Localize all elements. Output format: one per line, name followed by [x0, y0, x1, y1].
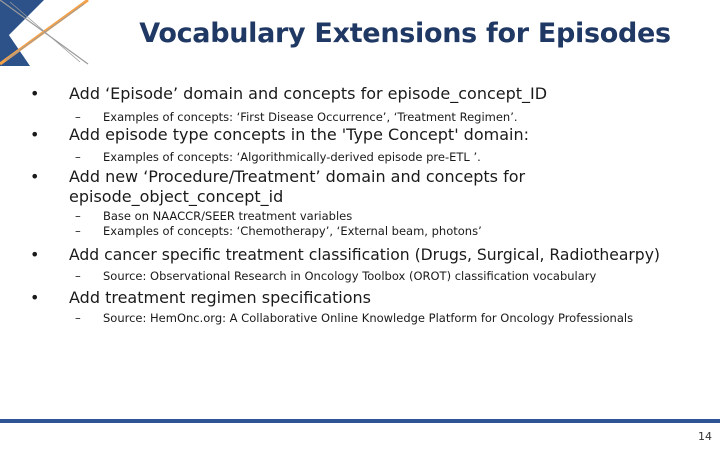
dash-glyph: –	[75, 209, 81, 223]
bullet-glyph: •	[30, 245, 40, 264]
dash-glyph: –	[75, 269, 81, 283]
dash-glyph: –	[75, 224, 81, 238]
bullet-text-line1: Add new ‘Procedure/Treatment’ domain and concepts for	[69, 167, 526, 186]
bullet-text: Add cancer specific treatment classification (Drugs, Surgical, Radiothearpy)	[69, 246, 661, 264]
sub-bullet-text: Examples of concepts: ‘First Disease Occurrence’, ‘Treatment Regimen’.	[103, 110, 518, 124]
bullet-text: Add episode type concepts in the 'Type Concept' domain:	[69, 125, 529, 144]
bullet-text: Add treatment regimen specifications	[69, 288, 371, 307]
bullet-glyph: •	[30, 84, 40, 103]
footer-bar	[0, 419, 720, 423]
page-number: 14	[698, 430, 712, 443]
bullet-text: Add ‘Episode’ domain and concepts for episode_concept_ID	[69, 84, 548, 103]
bullet-glyph: •	[30, 125, 40, 144]
sub-bullet-text: Source: Observational Research in Oncology Toolbox (OROT) classification vocabulary	[103, 269, 597, 283]
dash-glyph: –	[75, 110, 81, 124]
bullet-glyph: •	[30, 167, 40, 186]
sub-bullet-text: Source: HemOnc.org: A Collaborative Online Knowledge Platform for Oncology Professionals	[103, 311, 634, 325]
bullet-text-line2: episode_object_concept_id	[69, 187, 284, 206]
dash-glyph: –	[75, 311, 81, 325]
slide-title: Vocabulary Extensions for Episodes	[139, 18, 671, 49]
dash-glyph: –	[75, 150, 81, 164]
sub-bullet-text: Examples of concepts: ‘Chemotherapy’, ‘External beam, photons’	[103, 224, 482, 238]
bullet-glyph: •	[30, 288, 40, 307]
sub-bullet-text: Examples of concepts: ‘Algorithmically-derived episode pre-ETL ’.	[103, 150, 481, 164]
sub-bullet-text: Base on NAACCR/SEER treatment variables	[103, 209, 353, 223]
